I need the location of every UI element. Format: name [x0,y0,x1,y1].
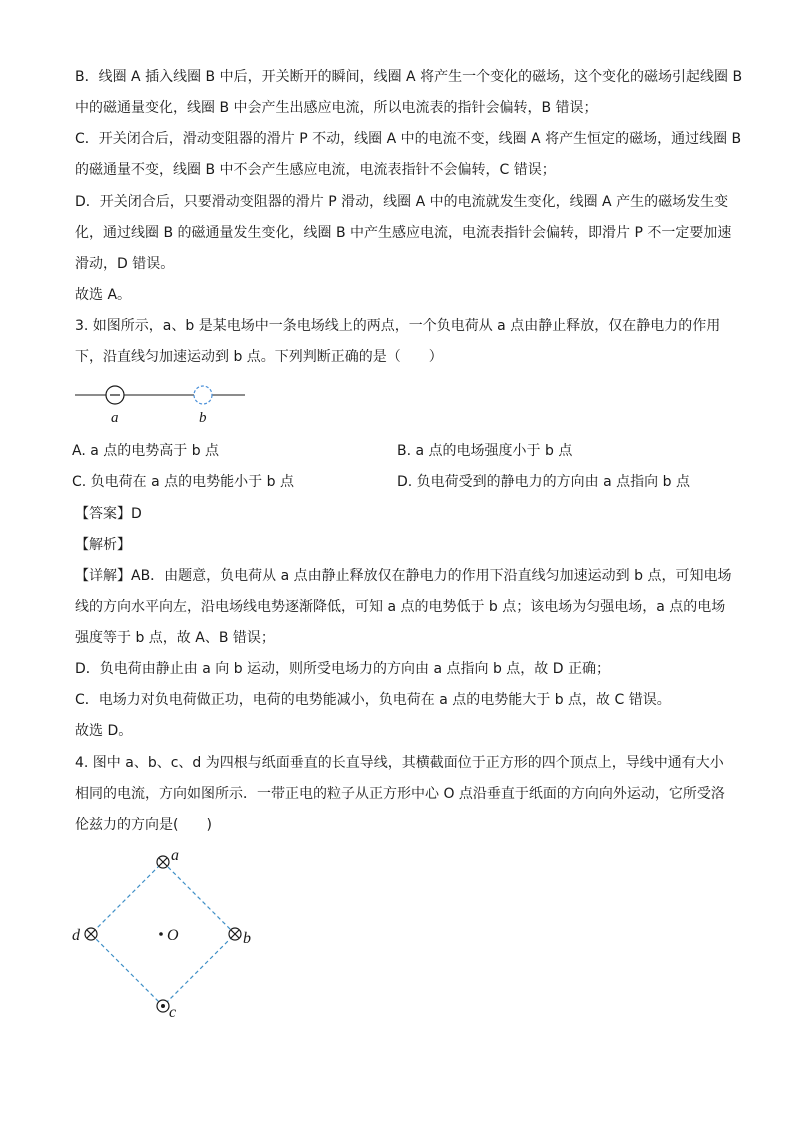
q4-stem-line-2: 相同的电流，方向如图所示．一带正电的粒子从正方形中心 O 点沿垂直于纸面的方向向外运动，它所受洛 [75,786,725,802]
q3-conclusion: 故选 D。 [75,723,133,739]
figure-label-a: a [111,410,119,426]
q3-option-d: D. 负电荷受到的静电力的方向由 a 点指向 b 点 [397,474,690,490]
center-label-o: O [167,927,179,944]
negative-charge-at-a-icon [106,386,124,404]
wire-label-d: d [72,927,80,944]
q2-option-c-line-1: C．开关闭合后，滑动变阻器的滑片 P 不动，线圈 A 中的电流不变，线圈 A 将产生恒定的磁场，通过线圈 B [75,131,742,147]
q3-detail-line-3: 强度等于 b 点，故 A、B 错误； [75,630,275,646]
wire-b-into-page-icon [229,928,241,940]
q3-analysis-heading: 【解析】 [75,537,131,553]
q2-option-b-line-1: B．线圈 A 插入线圈 B 中后，开关断开的瞬间，线圈 A 将产生一个变化的磁场，这个变化的磁场引起线圈 B [75,69,743,85]
q4-square-wires-figure [65,840,265,1025]
q3-field-line-figure [70,378,250,428]
wire-label-a: a [171,847,179,864]
wire-a-into-page-icon [157,856,169,868]
q3-detail-line-2: 线的方向水平向左，沿电场线电势逐渐降低，可知 a 点的电势低于 b 点；该电场为匀强电场，a 点的电场 [75,599,726,615]
q3-detail-line-1: 【详解】AB．由题意，负电荷从 a 点由静止释放仅在静电力的作用下沿直线匀加速运动到 b 点，可知电场 [75,568,732,584]
q3-stem-line-1: 3. 如图所示，a、b 是某电场中一条电场线上的两点，一个负电荷从 a 点由静止释放，仅在静电力的作用 [75,318,721,334]
wire-d-into-page-icon [85,928,97,940]
q4-stem-line-1: 4. 图中 a、b、c、d 为四根与纸面垂直的长直导线，其横截面位于正方形的四个顶点上，导线中通有大小 [75,755,724,771]
q3-answer: 【答案】D [75,506,142,522]
q3-option-c: C. 负电荷在 a 点的电势能小于 b 点 [72,474,294,490]
q3-option-b: B. a 点的电场强度小于 b 点 [397,443,573,459]
q2-option-d-line-2: 化，通过线圈 B 的磁通量发生变化，线圈 B 中产生感应电流，电流表指针会偏转，即滑片 P 不一定要加速 [75,225,732,241]
q3-detail-line-4: D．负电荷由静止由 a 向 b 运动，则所受电场力的方向由 a 点指向 b 点，故 D 正确； [75,661,610,677]
q2-conclusion: 故选 A。 [75,287,132,303]
q3-stem-line-2: 下，沿直线匀加速运动到 b 点。下列判断正确的是（ ） [75,349,443,365]
q2-option-c-line-2: 的磁通量不变，线圈 B 中不会产生感应电流，电流表指针不会偏转，C 错误； [75,162,556,178]
q4-stem-line-3: 伦兹力的方向是( ) [75,817,212,833]
figure-label-b: b [199,410,207,426]
wire-c-out-of-page-icon [157,1000,169,1012]
q2-option-b-line-2: 中的磁通量变化，线圈 B 中会产生出感应电流，所以电流表的指针会偏转，B 错误； [75,100,598,116]
dashed-square [91,862,235,1006]
q2-option-d-line-3: 滑动，D 错误。 [75,256,175,272]
wire-label-c: c [169,1004,177,1021]
dashed-charge-at-b-icon [194,386,212,404]
q3-detail-line-5: C．电场力对负电荷做正功，电荷的电势能减小，负电荷在 a 点的电势能大于 b 点，故 C 错误。 [75,692,671,708]
q3-option-a: A. a 点的电势高于 b 点 [72,443,220,459]
wire-label-b: b [243,930,251,947]
center-point-o-icon [159,932,163,936]
q2-option-d-line-1: D．开关闭合后，只要滑动变阻器的滑片 P 滑动，线圈 A 中的电流就发生变化，线圈 A 产生的磁场发生变 [75,194,729,210]
